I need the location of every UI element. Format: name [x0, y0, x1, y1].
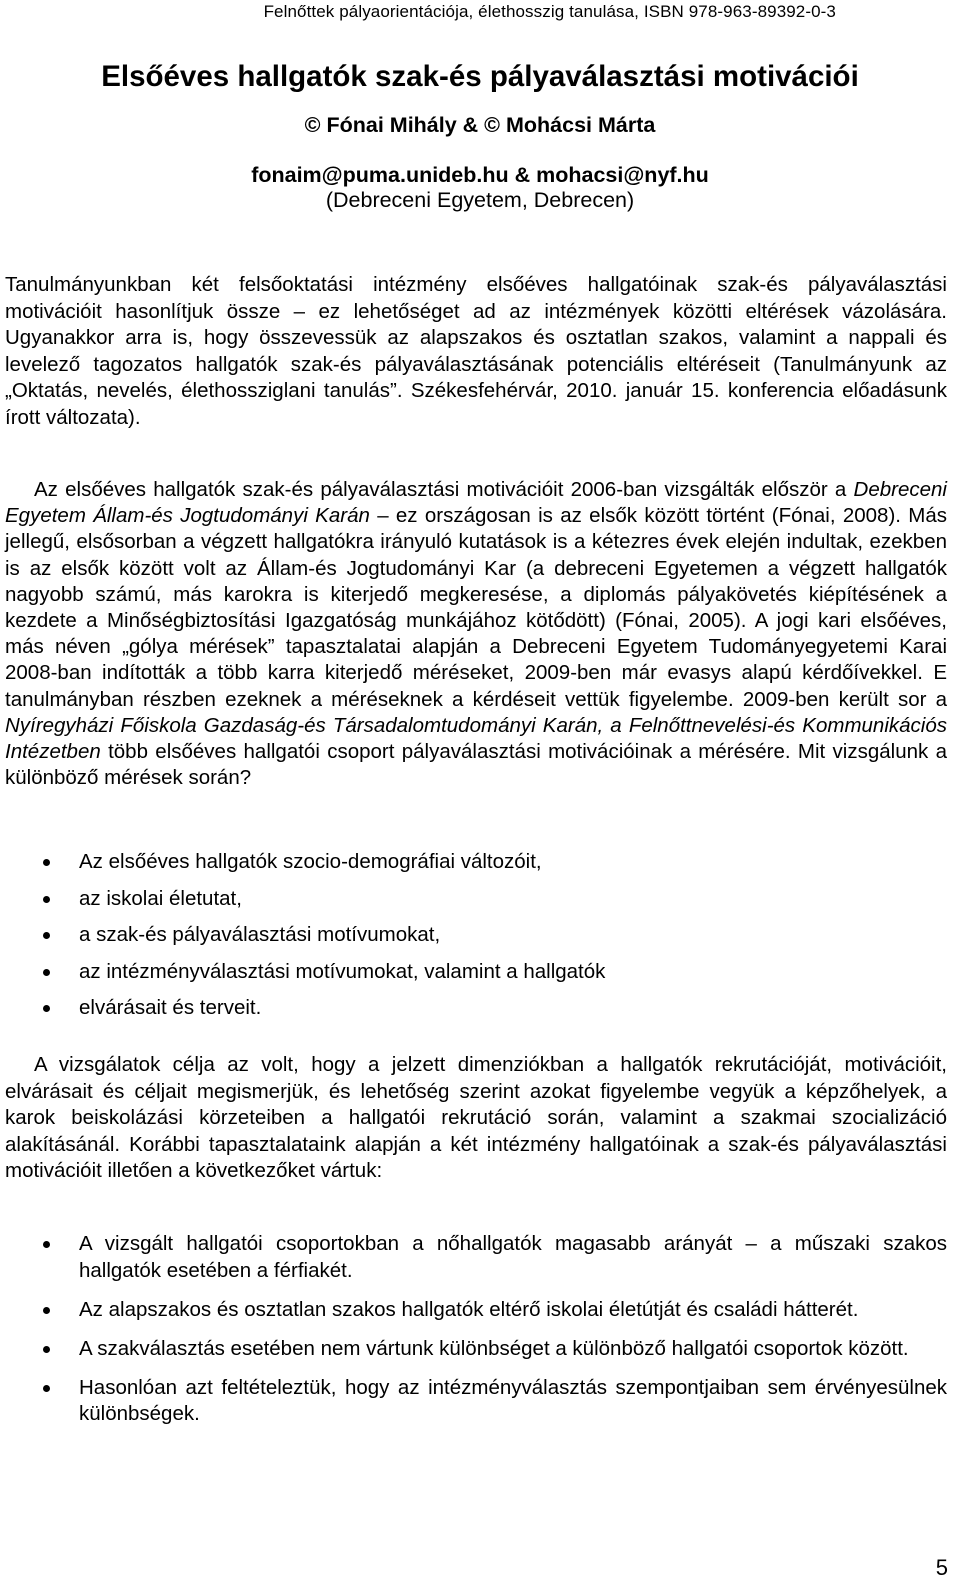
- email-links[interactable]: fonaim@puma.unideb.hu & mohacsi@nyf.hu: [251, 163, 709, 187]
- affiliation: (Debreceni Egyetem, Debrecen): [325, 188, 635, 212]
- bullet-icon: [43, 1385, 50, 1392]
- list-item: Hasonlóan azt feltételeztük, hogy az intézményválasztás szempontjaiban sem érvényesülnek különbségek.: [5, 1375, 947, 1428]
- expectations-list: [5, 1231, 947, 1440]
- list-item: a szak-és pályaválasztási motívumokat,: [5, 922, 947, 959]
- bullet-icon: [43, 932, 50, 939]
- research-topics-list: [5, 849, 947, 1032]
- article-title: Elsőéves hallgatók szak-és pályaválasztási motivációi: [101, 60, 859, 93]
- paragraph-1: [5, 272, 947, 431]
- paragraph-2-italic2: Nyíregyházi Főiskola Gazdaság-és Társadalomtudományi Karán, a Felnőttnevelési-és Kommunikációs Intézetben: [5, 713, 947, 764]
- list-item: A vizsgált hallgatói csoportokban a nőhallgatók magasabb arányát – a műszaki szakos hallgatók esetében a férfiakét.: [5, 1231, 947, 1284]
- paragraph-3: [5, 1052, 947, 1185]
- bullet-icon: [43, 969, 50, 976]
- bullet-icon: [43, 896, 50, 903]
- author-emails[interactable]: [0, 163, 960, 188]
- bullet-icon: [43, 859, 50, 866]
- bullet-icon: [43, 1241, 50, 1248]
- paragraph-2-text: [5, 477, 947, 791]
- paragraph-2-part1: Az elsőéves hallgatók szak-és pályaválasztási motivációit 2006-ban vizsgálták először a: [34, 478, 854, 501]
- running-head: Felnőttek pályaorientációja, élethosszig tanulása, ISBN 978-963-89392-0-3: [263, 2, 836, 21]
- paragraph-3-text: A vizsgálatok célja az volt, hogy a jelzett dimenziókban a hallgatók rekrutációját, motivációit, elvárásait és céljait megismerjük, és lehetőség szerint azokat figyelembe vegyük a képzőhelyek, a karok beiskolázási körzeteiben a hallgatói rekrutáció során, valamint a szakmai szocializáció alakításánál. Korábbi tapasztalataink alapján a két intézmény hallgatóinak a szak-és pályaválasztási motivációit illetően a következőket vártuk:: [5, 1053, 947, 1182]
- list-item: az iskolai életutat,: [5, 886, 947, 923]
- paragraph-2: [5, 477, 947, 791]
- bullet-icon: [43, 1346, 50, 1353]
- paragraph-1-text: Tanulmányunkban két felsőoktatási intézmény elsőéves hallgatóinak szak-és pályaválasztási motivációit hasonlítjuk össze – ez lehetőséget ad az intézmények közötti eltérések vázolására. Ugyanakkor arra is, hogy összevessük az alapszakos és osztatlan szakos, valamint a nappali és levelező tagozatos hallgatók szak-és pályaválasztásának potenciális eltéréseit (Tanulmányunk az „Oktatás, nevelés, élethossziglani tanulás”. Székesfehérvár, 2010. január 15. konferencia előadásunk írott változata).: [5, 273, 947, 429]
- list-item: Az elsőéves hallgatók szocio-demográfiai változóit,: [5, 849, 947, 886]
- bullet-icon: [43, 1005, 50, 1012]
- list-item: A szakválasztás esetében nem vártunk különbséget a különböző hallgatói csoportok között.: [5, 1336, 947, 1363]
- paragraph-2-part3: több elsőéves hallgatói csoport pályaválasztási motivációinak a mérésére. Mit vizsgálunk a különböző mérések során?: [5, 740, 947, 790]
- bullet-icon: [43, 1307, 50, 1314]
- list-item: az intézményválasztási motívumokat, valamint a hallgatók: [5, 959, 947, 996]
- page-number: 5: [935, 1555, 948, 1580]
- paragraph-2-part2: – ez országosan is az elsők között történt (Fónai, 2008). Más jellegű, elsősorban a végzett hallgatókra irányuló kutatások is a kétezres évek elején indultak, ezekben is az elsők között volt az Állam-és Jogtudományi Kar (a debreceni Egyetemen a végzett hallgatók nagyobb számú, más karokra is kiterjedő megkeresése, a diplomás pályakövetés kiépítésének a kezdete a Minőségbiztosítási Igazgatóság munkájához kötődött) (Fónai, 2005). A jogi kari elsőéves, más néven „gólya mérések” tapasztalatai alapján a Debreceni Egyetem Tudományegyetemi Karai 2008-ban indították a több karra kiterjedő méréseket, 2009-ben már evasys alapú kérdőívekkel. E tanulmányban részben ezeknek a méréseknek a kérdéseit vettük figyelembe. 2009-ben került sor a: [5, 504, 948, 711]
- list-item: elvárásait és terveit.: [5, 995, 947, 1032]
- article-authors: © Fónai Mihály & © Mohácsi Márta: [304, 113, 656, 137]
- list-item: Az alapszakos és osztatlan szakos hallgatók eltérő iskolai életútját és családi hátterét.: [5, 1297, 947, 1324]
- paragraph-2-italic1: Debreceni Egyetem Állam-és Jogtudományi Karán: [5, 478, 947, 528]
